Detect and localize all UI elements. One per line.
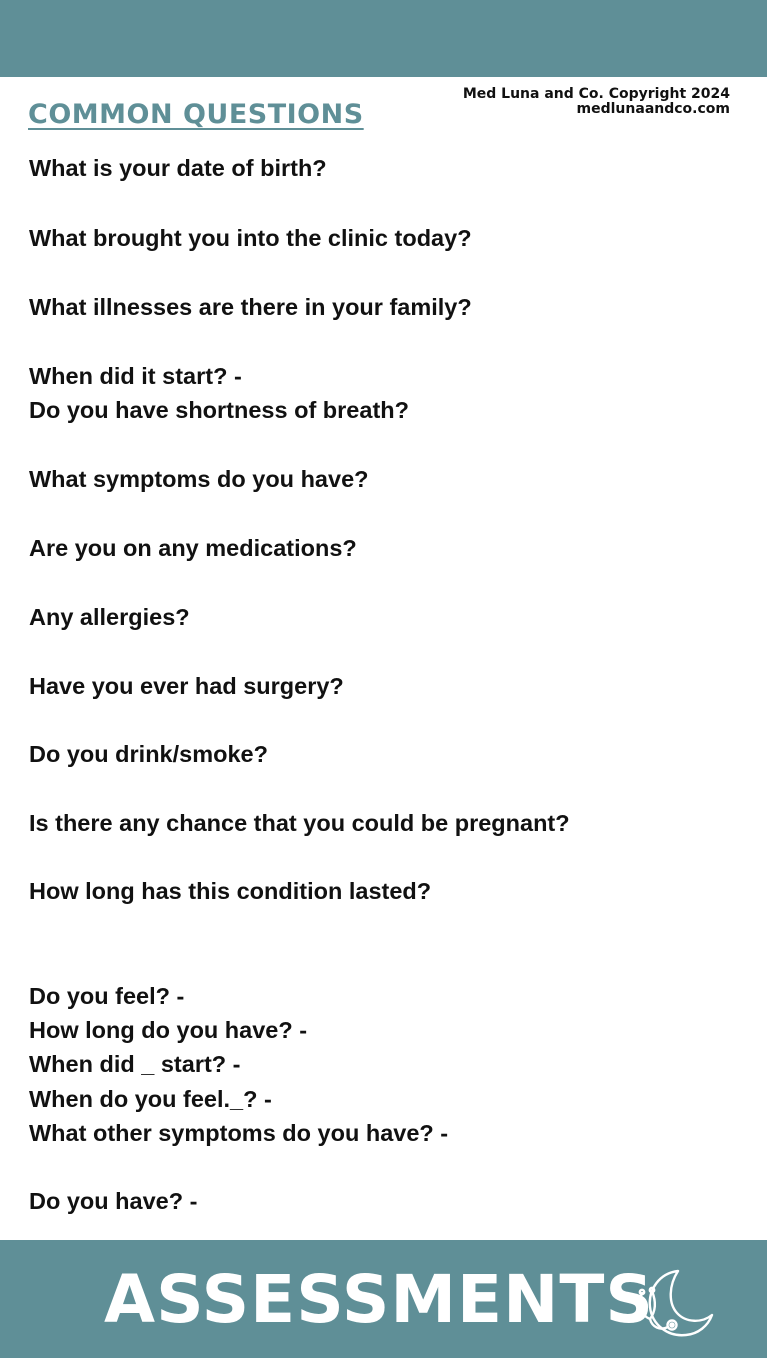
question-item: When did _ start? - [29, 1051, 241, 1077]
website-url: medlunaandco.com [576, 101, 730, 117]
question-item: What symptoms do you have? [29, 466, 369, 492]
question-item: Do you have shortness of breath? [29, 397, 409, 423]
question-item: What is your date of birth? [29, 155, 327, 181]
question-item: What other symptoms do you have? - [29, 1120, 449, 1146]
footer-title: ASSESSMENTS [104, 1261, 654, 1338]
section-heading: COMMON QUESTIONS [28, 99, 364, 130]
question-item: Do you drink/smoke? [29, 741, 268, 767]
question-item: What illnesses are there in your family? [29, 294, 472, 320]
copyright-line: Med Luna and Co. Copyright 2024 [462, 86, 730, 102]
question-item: Do you feel? - [29, 983, 185, 1009]
question-item: Are you on any medications? [29, 535, 357, 561]
question-item: How long has this condition lasted? [29, 878, 432, 904]
moon-stethoscope-icon [632, 1265, 714, 1341]
question-item: What brought you into the clinic today? [29, 225, 472, 251]
question-item: Any allergies? [29, 604, 190, 630]
question-item: Have you ever had surgery? [29, 673, 344, 699]
question-item: When do you feel._? - [29, 1086, 272, 1112]
question-item: Do you have? - [29, 1188, 198, 1214]
top-banner [0, 0, 767, 77]
copyright-notice [463, 87, 730, 117]
question-item: When did it start? - [29, 363, 242, 389]
question-item: How long do you have? - [29, 1017, 308, 1043]
question-item: Is there any chance that you could be pregnant? [29, 810, 570, 836]
